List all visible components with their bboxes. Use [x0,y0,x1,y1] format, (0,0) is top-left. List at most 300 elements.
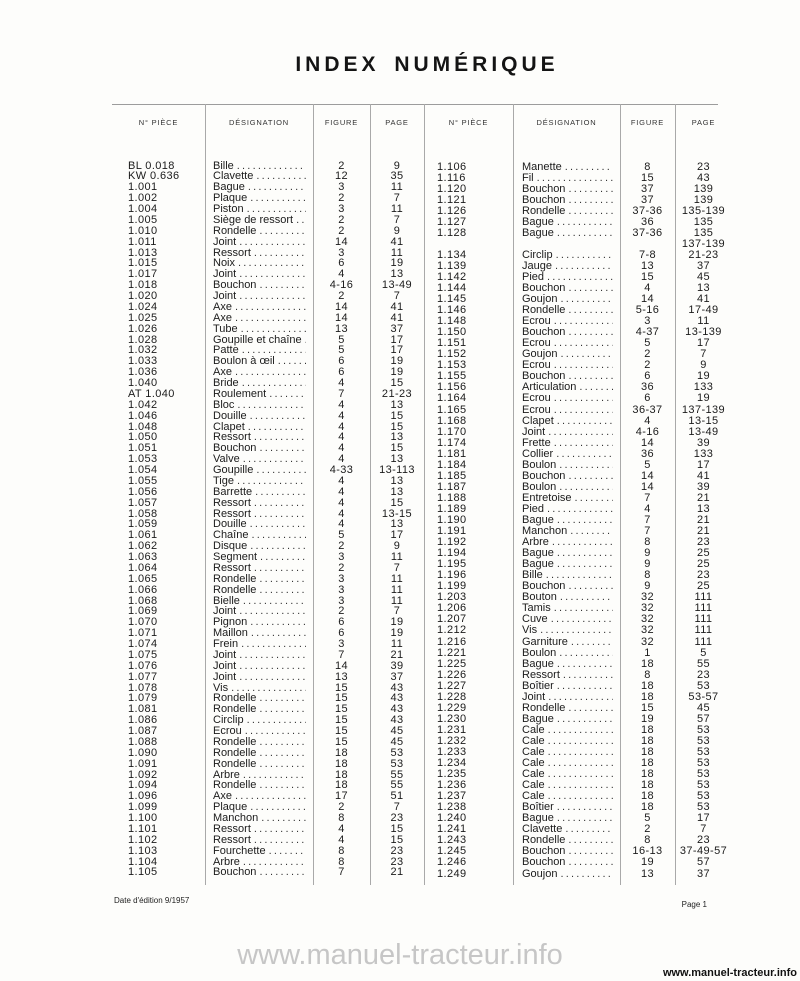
index-row [112,791,424,802]
index-row [112,585,424,596]
index-row [112,324,424,335]
figure-cell: 5 [644,812,651,825]
index-row [112,215,424,226]
designation-text: Cale [522,779,545,792]
piece-cell: 1.128 [437,226,467,239]
page-cell: 13-15 [381,507,413,520]
index-row [112,313,424,324]
piece-cell: 1.088 [128,735,158,748]
dot-leader [235,302,306,313]
dot-leader [256,465,306,476]
page-cell: 53 [696,779,711,792]
figure-cell: 2 [338,159,345,172]
column-header-figure: FIGURE [630,117,665,127]
dot-leader [556,250,613,261]
dot-leader [278,356,306,367]
dot-leader [251,628,306,639]
dot-leader [568,206,613,217]
dot-leader [560,294,613,305]
index-row [424,261,744,272]
index-row [112,552,424,563]
page-cell: 17 [390,333,404,346]
dot-leader [575,493,613,504]
column-header-designation: DÉSIGNATION [536,117,597,127]
piece-cell: 1.187 [437,480,467,493]
figure-cell: 18 [640,679,655,692]
dot-leader [563,670,613,681]
column-header-page: PAGE [385,117,409,127]
dot-leader [568,283,613,294]
figure-cell: 4 [644,414,651,427]
piece-cell: 1.075 [128,648,158,661]
page-cell: 21 [696,491,711,504]
piece-cell: 1.076 [128,659,158,672]
table-header-left [112,104,424,140]
designation-text: Pied [522,270,545,283]
page-cell: 41 [390,311,404,324]
figure-cell: 3 [644,315,651,328]
index-row [112,726,424,737]
designation-text: Bouchon [522,845,566,858]
index-row [112,302,424,313]
piece-cell: 1.099 [128,801,158,814]
dot-leader [557,813,613,824]
piece-cell: 1.116 [437,171,466,184]
designation-cell [205,661,313,672]
dot-leader [554,338,613,349]
index-row [112,519,424,530]
page-cell: 15 [390,442,404,455]
piece-cell: 1.181 [437,447,467,460]
page-cell: 13 [390,398,404,411]
piece-cell: 1.126 [437,204,467,217]
designation-text: Disque [213,540,248,553]
designation-text: Clapet [522,414,554,427]
index-row [112,487,424,498]
index-row [112,541,424,552]
designation-text: Bouchon [522,326,566,339]
index-row [424,857,744,868]
designation-text: Clavette [213,170,254,183]
piece-cell: 1.189 [437,502,467,515]
piece-cell: 1.174 [437,436,467,449]
index-row [424,460,744,471]
page-cell: 23 [390,812,404,824]
designation-text: Boulon [522,458,557,471]
figure-cell: 14 [640,436,655,449]
piece-cell: 1.104 [128,855,158,868]
piece-cell: 1.068 [128,594,158,607]
piece-cell: 1.048 [128,420,158,433]
figure-cell: 37-36 [632,226,663,239]
index-row [112,280,424,291]
piece-cell: 1.010 [128,224,158,237]
index-row [112,465,424,476]
piece-cell: 1.168 [437,414,467,427]
piece-cell: 1.120 [437,182,467,195]
figure-cell: 14 [640,293,655,306]
index-row [112,824,424,835]
figure-cell: 1 [644,646,651,659]
designation-text: Noix [213,257,236,270]
designation-text: Manette [522,160,562,173]
designation-text: Joint [213,268,237,281]
figure-cell: 14 [640,469,655,482]
designation-text: Cale [522,790,545,803]
figure-cell: 15 [334,703,349,716]
dot-leader [259,443,306,454]
dot-leader [254,824,306,835]
designation-cell [513,393,620,404]
designation-text: Frette [522,436,551,449]
figure-cell: 3 [338,638,345,650]
designation-cell [513,173,620,184]
figure-cell: 2 [338,605,345,618]
index-row [424,493,744,504]
piece-cell: 1.053 [128,453,158,466]
page-cell: 17 [696,458,711,471]
index-row [112,509,424,520]
dot-leader [557,802,613,813]
figure-cell: 37 [640,182,655,195]
designation-cell [205,324,313,335]
piece-cell: 1.206 [437,602,467,615]
piece-cell: 1.040 [128,377,158,389]
index-row [112,748,424,759]
index-row [112,411,424,422]
index-row [112,693,424,704]
piece-cell: 1.059 [128,518,158,531]
designation-text: Ressort [213,833,251,846]
piece-cell: 1.091 [128,757,158,770]
index-row [424,747,744,758]
index-row [112,596,424,607]
piece-cell: 1.212 [437,624,467,637]
piece-cell: 1.105 [128,866,158,879]
index-row [112,269,424,280]
page-cell: 21-23 [688,248,719,261]
piece-cell: 1.094 [128,779,158,792]
piece-cell: 1.087 [128,725,158,737]
figure-cell: 18 [640,657,655,670]
designation-text: Rondelle [213,703,257,716]
figure-cell: 8 [338,844,345,857]
figure-cell: 18 [640,790,655,803]
dot-leader [238,258,306,269]
designation-text: Bague [522,712,554,725]
dot-leader [239,672,306,683]
piece-cell: 1.055 [128,474,158,487]
designation-text: Collier [522,447,554,460]
dot-leader [557,681,613,692]
designation-text: Rondelle [522,834,566,847]
page-cell: 53 [696,723,711,736]
page-cell: 43 [390,681,404,694]
designation-text: Tube [213,322,238,335]
figure-cell: 18 [640,734,655,747]
piece-cell: 1.164 [437,392,467,405]
page-cell: 23 [696,834,711,847]
piece-cell: 1.185 [437,469,467,482]
piece-cell: 1.090 [128,746,158,759]
piece-cell: 1.231 [437,723,467,736]
dot-leader [259,737,306,748]
figure-cell: 13 [334,670,349,683]
page-cell: 7 [393,192,401,205]
index-row [112,617,424,628]
piece-cell: 1.013 [128,246,158,259]
designation-text: Cale [522,723,545,736]
designation-cell [513,427,620,438]
dot-leader [559,648,613,659]
piece-cell: 1.051 [128,442,158,455]
page-cell: 13 [390,474,404,487]
dot-leader [568,703,613,714]
piece-cell: 1.032 [128,344,158,357]
index-row [424,184,744,195]
designation-text: Boîtier [522,801,554,814]
page-cell: 7 [393,605,401,618]
page-cell: 43 [696,171,711,184]
watermark-small: www.manuel-tracteur.info [662,967,797,979]
piece-cell: 1.061 [128,529,158,542]
figure-cell: 7 [338,648,345,661]
designation-text: Ressort [213,561,251,574]
figure-cell: 8 [644,536,651,549]
page-cell: 7 [700,823,707,836]
piece-cell: 1.096 [128,790,158,803]
figure-cell: 4 [338,822,345,835]
piece-cell: 1.165 [437,403,467,416]
index-row [112,182,424,193]
dot-leader [251,530,306,541]
page-cell: 9 [393,540,401,553]
figure-cell: 2 [338,224,345,237]
figure-cell: 15 [334,725,349,737]
page-cell: 21-23 [381,387,413,400]
index-row [112,770,424,781]
page-cell: 39 [696,480,711,493]
designation-cell [205,846,313,857]
designation-text: Rondelle [522,304,566,317]
designation-text: Fourchette [213,844,266,857]
index-row [424,504,744,515]
designation-text: Jauge [522,259,552,272]
page-cell: 133 [693,381,714,394]
figure-cell: 2 [338,213,345,226]
piece-cell: 1.227 [437,679,467,692]
piece-cell: 1.234 [437,757,467,770]
designation-text: Bride [213,377,239,389]
figure-cell: 2 [338,192,345,205]
figure-cell: 14 [334,235,349,248]
figure-cell: 6 [644,370,651,383]
column-header-page: PAGE [691,117,716,127]
page-cell: 111 [694,591,713,604]
piece-cell: 1.020 [128,290,158,302]
page-cell: 53 [390,746,404,759]
index-row [112,248,424,259]
page-cell: 41 [696,469,711,482]
piece-cell: 1.151 [437,337,467,350]
designation-text: Segment [213,551,258,563]
dot-leader [250,411,306,422]
dot-leader [560,869,613,880]
dot-leader [239,237,306,248]
designation-text: Ecrou [522,359,551,372]
figure-cell: 5 [644,337,651,350]
figure-cell: 3 [338,572,345,585]
piece-cell: 1.146 [437,304,467,317]
figure-cell: 18 [640,757,655,770]
figure-cell: 12 [334,170,349,183]
index-row [424,769,744,780]
figure-cell: 15 [334,692,349,705]
piece-cell: 1.194 [437,547,467,560]
designation-text: Boulon [522,480,557,493]
dot-leader [259,574,306,585]
column-header-designation: DÉSIGNATION [229,117,289,127]
piece-cell: 1.188 [437,491,467,504]
index-row [112,813,424,824]
designation-text: Joint [213,659,237,672]
designation-cell [205,237,313,248]
page-cell: 5 [700,646,707,659]
index-row [424,272,744,283]
page-cell: 111 [694,602,713,615]
designation-text: Joint [213,605,237,618]
index-row [424,305,744,316]
page-cell: 37-49-57 [679,845,728,858]
figure-cell: 18 [640,801,655,814]
figure-cell: 8 [338,855,345,868]
piece-cell: 1.102 [128,833,158,846]
designation-text: Arbre [213,768,240,781]
designation-text: Clapet [213,420,245,433]
dot-leader [554,405,613,416]
index-row [112,356,424,367]
figure-cell: 4 [338,507,345,520]
figure-cell: 5 [338,333,345,346]
page-cell: 43 [390,703,404,716]
designation-text: Circlip [522,248,553,261]
page-cell: 13 [390,518,404,531]
piece-cell: AT 1.040 [128,387,175,400]
piece-cell: 1.074 [128,638,158,650]
designation-text: Bague [522,226,554,239]
designation-text: Cale [522,768,545,781]
dot-leader [568,846,613,857]
figure-cell: 3 [338,583,345,596]
page-cell: 17 [390,529,404,542]
index-list-left [112,161,424,879]
designation-text: Axe [213,366,232,379]
designation-cell [205,487,313,498]
index-row [112,498,424,509]
piece-cell: 1.226 [437,668,467,681]
dot-leader [254,432,306,443]
designation-cell [205,498,313,509]
index-row [112,737,424,748]
figure-cell: 18 [334,757,349,770]
designation-text: Siège de ressort [213,213,294,226]
dot-leader [579,382,613,393]
page-cell: 9 [700,359,707,372]
page-cell: 19 [390,257,404,270]
page-cell: 21 [390,866,404,879]
page-cell: 45 [696,701,711,714]
designation-text: Ressort [213,507,251,520]
index-row [112,563,424,574]
index-row [112,650,424,661]
dot-leader [560,592,613,603]
page-cell: 137-139 [681,403,726,416]
designation-text: Boulon [522,646,557,659]
page-cell: 11 [390,551,404,563]
page-cell: 13-49 [688,425,719,438]
page-cell: 13 [390,453,404,466]
index-row [424,449,744,460]
piece-cell: 1.066 [128,583,158,596]
figure-cell: 8 [644,834,651,847]
designation-cell [205,400,313,411]
dot-leader [548,791,613,802]
index-row [424,416,744,427]
dot-leader [548,780,613,791]
index-row [112,628,424,639]
figure-cell: 4-16 [635,425,660,438]
index-row [424,526,744,537]
page-cell: 13-113 [379,464,415,476]
piece-cell: 1.145 [437,293,467,306]
piece-cell: 1.103 [128,844,158,857]
figure-cell: 15 [334,735,349,748]
dot-leader [259,226,306,237]
page-cell: 15 [390,833,404,846]
piece-cell: 1.221 [437,646,467,659]
designation-text: Vis [213,681,229,694]
page-cell: 23 [696,668,711,681]
dot-leader [559,460,613,471]
figure-cell: 18 [640,779,655,792]
piece-cell: 1.228 [437,690,467,703]
designation-cell [513,625,620,636]
index-row [112,258,424,269]
figure-cell: 17 [334,790,349,803]
page-cell: 39 [696,436,711,449]
page-cell: 57 [696,856,711,869]
designation-text: Goujon [522,348,558,361]
piece-cell: 1.190 [437,514,467,526]
dot-leader [568,471,613,482]
page-cell: 19 [390,366,404,379]
figure-cell: 9 [644,547,651,560]
designation-text: Bouchon [522,580,566,593]
designation-text: Bouchon [213,442,257,455]
figure-cell: 4 [644,502,651,515]
designation-text: Ecrou [213,725,242,737]
dot-leader [235,313,306,324]
dot-leader [548,769,613,780]
page-cell: 15 [390,420,404,433]
index-row [424,382,744,393]
index-row [112,639,424,650]
dot-leader [547,504,613,515]
figure-cell: 3 [338,594,345,607]
designation-text: Entretoise [522,491,572,504]
dot-leader [239,650,306,661]
index-row [424,471,744,482]
